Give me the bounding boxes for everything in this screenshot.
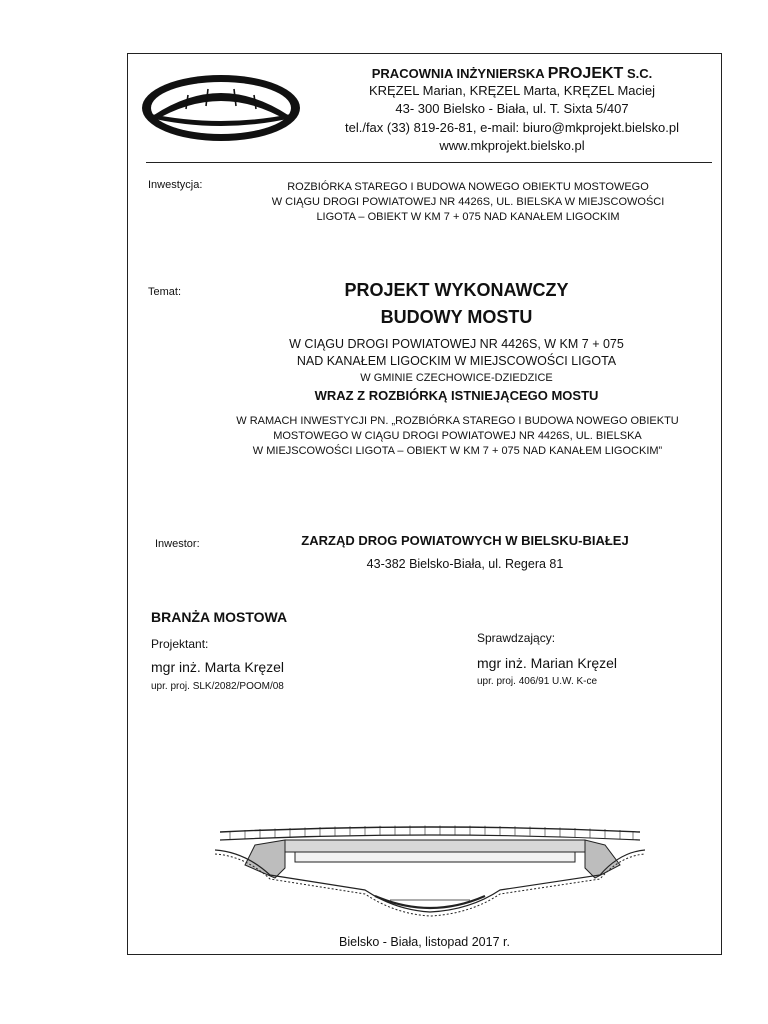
subject-line-1: W CIĄGU DROGI POWIATOWEJ NR 4426S, W KM 7 + 075	[289, 337, 624, 351]
firm-address: 43- 300 Bielsko - Biała, ul. T. Sixta 5/407	[395, 101, 629, 116]
investor-label: Inwestor:	[155, 538, 200, 550]
firm-name: PRACOWNIA INŻYNIERSKA PROJEKT S.C.	[371, 65, 653, 82]
subject-title-1: PROJEKT WYKONAWCZY	[344, 280, 569, 300]
place-and-date: Bielsko - Biała, listopad 2017 r.	[339, 935, 510, 949]
scope-line: W MIEJSCOWOŚCI LIGOTA – OBIEKT W KM 7 + 075 NAD KANAŁEM LIGOCKIM”	[252, 445, 663, 457]
scope-line: W RAMACH INWESTYCJI PN. „ROZBIÓRKA STAREGO I BUDOWA NOWEGO OBIEKTU	[236, 415, 679, 427]
firm-logo	[140, 73, 302, 143]
designer-name: mgr inż. Marta Kręzel	[151, 659, 285, 675]
designer-license: upr. proj. SLK/2082/POOM/08	[151, 681, 284, 692]
investor-name: ZARZĄD DROG POWIATOWYCH W BIELSKU-BIAŁEJ	[301, 533, 629, 548]
subject-line-2: NAD KANAŁEM LIGOCKIM W MIEJSCOWOŚCI LIGOTA	[296, 354, 617, 368]
investment-label: Inwestycja:	[148, 179, 203, 191]
discipline-heading: BRANŻA MOSTOWA	[151, 609, 288, 625]
checker-label: Sprawdzający:	[477, 631, 556, 645]
investment-line: LIGOTA – OBIEKT W KM 7 + 075 NAD KANAŁEM LIGOCKIM	[316, 211, 620, 223]
investor-address: 43-382 Bielsko-Biała, ul. Regera 81	[366, 557, 564, 571]
firm-website: www.mkprojekt.bielsko.pl	[439, 138, 585, 153]
scope-line: MOSTOWEGO W CIĄGU DROGI POWIATOWEJ NR 4426S, UL. BIELSKA	[273, 430, 642, 442]
investment-description	[228, 180, 708, 225]
subject-title-2: BUDOWY MOSTU	[380, 307, 533, 327]
subject-label: Temat:	[148, 286, 182, 298]
checker-license: upr. proj. 406/91 U.W. K-ce	[477, 676, 598, 687]
subject-line-4: WRAZ Z ROZBIÓRKĄ ISTNIEJĄCEGO MOSTU	[314, 388, 599, 403]
investment-line: ROZBIÓRKA STAREGO I BUDOWA NOWEGO OBIEKTU MOSTOWEGO	[287, 181, 649, 193]
firm-contact: tel./fax (33) 819-26-81, e-mail: biuro@mkprojekt.bielsko.pl	[344, 120, 679, 135]
subject-line-3: W GMINIE CZECHOWICE-DZIEDZICE	[360, 372, 553, 384]
designer-label: Projektant:	[151, 637, 209, 651]
checker-name: mgr inż. Marian Kręzel	[477, 655, 618, 671]
subject-scope	[200, 414, 715, 459]
header-divider	[146, 162, 712, 163]
investment-line: W CIĄGU DROGI POWIATOWEJ NR 4426S, UL. BIELSKA W MIEJSCOWOŚCI	[271, 196, 665, 208]
firm-partners: KRĘZEL Marian, KRĘZEL Marta, KRĘZEL Maciej	[368, 83, 656, 98]
bridge-elevation-drawing	[215, 820, 645, 925]
